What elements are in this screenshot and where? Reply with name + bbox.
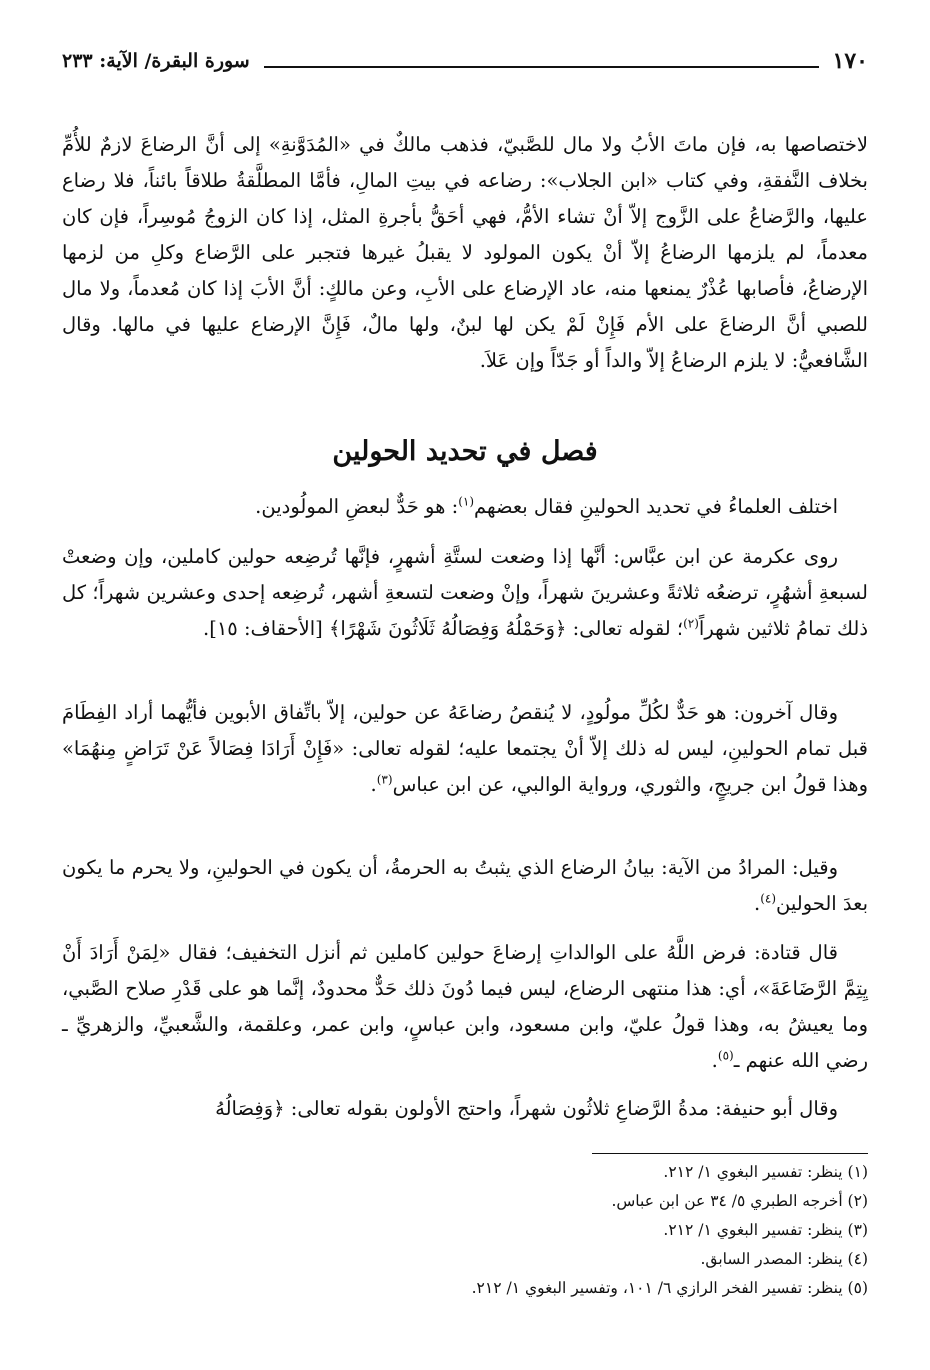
footnote-item: (٥) ينظر: تفسير الفخر الرازي ٦/ ١٠١، وتفسير البغوي ١/ ٢١٢. [471,1279,868,1297]
section-title: فصل في تحديد الحولين [332,436,598,467]
paragraph-text: قال قتادة: فرض اللَّهُ على الوالداتِ إرضاعَ حولين كاملين ثم أنزل التخفيف؛ فقال «لِمَنْ أَرَادَ أَنْ يِتِمَّ الرَّضَاعَةَ»، أي: هذا منتهى الرضاع، ليس فيما دُونَ ذلك حَدٌّ محدودٌ، إنَّما هو على قَدْرِ صلاح الصَّبي، وما يعيشُ به، وهذا قولُ عليّ، وابن مسعود، وابن عباسٍ، وابن عمر، وعلقمة، والشَّعبيِّ، والزهريِّ ـ رضي الله عنهم ـ [62,941,868,1072]
paragraph-text: وقال آخرون: هو حَدٌّ لكُلِّ مولُودٍ، لا يُنقصُ رضاعَهُ عن حولين، إلاّ باتِّفاق الأبوين فأيُّهما أراد الفِطَامَ قبل تمام الحولينِ، ليس له ذلك إلاّ أنْ يجتمعا عليه؛ لقوله تعالى: «فَإِنْ أَرَادَا فِصَالاً عَنْ تَرَاضٍ مِنهُمَا» وهذا قولُ ابن جريجٍ، والثوري، ورواية الوالبي، عن ابن عباس [62,701,868,796]
paragraph-ikrimah-report [62,539,868,647]
paragraph-qatadah-report [62,935,868,1079]
paragraph-text: : هو حَدٌّ لبعضِ المولُودين. [255,495,459,518]
paragraph-text: روى عكرمة عن ابن عبَّاس: أنَّها إذا وضعت لستَّةِ أشهرٍ، فإنَّها تُرضِعه حولين كاملين، وإن وضعتْ لسبعةِ أشهُرٍ، ترضعُه ثلاثةً وعشرينَ شهراً، وإنْ وضعت لتسعةِ أشهر، تُرضِعه إحدى وعشرين شهراً؛ كل ذلك تمامُ ثلاثين شهراً [62,545,868,640]
footnote-marker-5: (٥) [717,1048,734,1063]
footnotes-list [62,1158,868,1303]
paragraph-others-view [62,695,868,803]
footnote-marker-4: (٤) [760,891,777,906]
paragraph-text: . [370,773,377,796]
verse-reference: [الأحقاف: ١٥]. [203,617,323,640]
paragraph-abu-hanifa: وقال أبو حنيفة: مدةُ الرَّضاعِ ثلاثُون شهراً، واحتج الأولون بقوله تعالى: ﴿وَفِصَالُهُ [215,1097,838,1120]
footnote-marker-1: (١) [458,494,475,509]
footnote-separator [592,1153,868,1154]
footnote-item: (٢) أخرجه الطبري ٥/ ٣٤ عن ابن عباس. [611,1192,868,1210]
header-rule [264,66,819,68]
paragraph-text: ؛ لقوله تعالى: [572,617,684,640]
footnote-marker-2: (٢) [683,616,699,631]
paragraph-text: وقيل: المرادُ من الآية: بيانُ الرضاع الذي يثبتُ به الحرمةُ، أن يكون في الحولينِ، ولا يحرم ما يكون بعدَ الحولين [62,856,868,915]
paragraph-text: اختلف العلماءُ في تحديد الحولينِ فقال بعضهم [474,495,838,518]
footnote-item: (٣) ينظر: تفسير البغوي ١/ ٢١٢. [663,1221,868,1239]
surah-ayah-label: سورة البقرة/ الآية: ٢٣٣ [62,50,250,72]
paragraph-verse-meaning [62,850,868,922]
paragraph-text: . [754,892,761,915]
footnote-item: (٤) ينظر: المصدر السابق. [700,1250,868,1268]
page-number: ١٧٠ [832,48,868,74]
paragraph-maliki-ruling: لاختصاصها به، فإن ماتَ الأبُ ولا مال للصَّبيّ، فذهب مالكٌ في «المُدَوَّنةِ» إلى أنَّ الرضاعَ لازمٌ للأُمِّ بخلاف النَّفقةِ، وفي كتاب «ابن الجلاب»: رضاعه في بيتِ المالِ، فأمَّا المطلَّقةُ طلاقاً بائناً، فلا رضاع عليها، والرَّضاعُ على الزَّوج إلاّ أنْ تشاء الأمُّ، فهي أحَقُّ بأجرةِ المثل، إذا كان الزوجُ مُوسِراً، فإن كان معدماً، لم يلزمها الرضاعُ إلاّ أنْ يكون المولود لا يقبلُ غيرها فتجبر على الرَّضاع وكلِ من لزمها الإرضاعُ، فأصابها عُذْرٌ يمنعها منه، عاد الإرضاع على الأبِ، وعن مالكٍ: أنَّ الأبَ إذا كان مُعدماً، ولا مال للصبي أنَّ الرضاعَ على الأم فَإِنْ لَمْ يكن لها لبنٌ، ولها مالٌ، فَإِنَّ الإرضاع عليها في مالها. وقال الشَّافعيُّ: لا يلزم الرضاعُ إلاّ والداً أو جَدّاً وإن عَلاَ. [62,133,868,372]
paragraph-scholars-disagreement [62,489,868,525]
footnote-item: (١) ينظر: تفسير البغوي ١/ ٢١٢. [663,1163,868,1181]
footnote-marker-3: (٣) [376,772,393,787]
paragraph-text: . [711,1049,718,1072]
quran-verse: ﴿وَحَمْلُهُ وَفِصَالُهُ ثَلَاثُونَ شَهْرًا﴾ [328,617,567,640]
running-header [62,44,868,78]
